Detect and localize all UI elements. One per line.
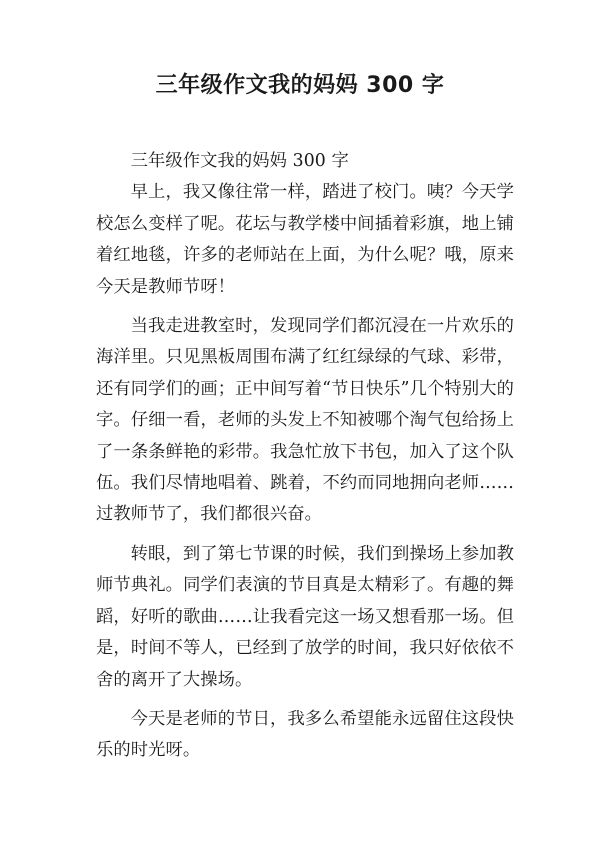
paragraph-4: 今天是老师的节日，我多么希望能永远留住这段快乐的时光呀。 [96, 708, 514, 761]
paragraph-3: 转眼，到了第七节课的时候，我们到操场上参加教师节典礼。同学们表演的节目真是太精彩了。有趣的舞蹈，好听的歌曲……让我看完这一场又想看那一场。但是，时间不等人，已经到了放学的时间，我只好依依不舍的离开了大操场。 [96, 543, 514, 690]
page-title: 三年级作文我的妈妈 300 字 [155, 73, 445, 98]
paragraph-2: 当我走进教室时，发现同学们都沉浸在一片欢乐的海洋里。只见黑板周围布满了红红绿绿的气球、彩带，还有同学们的画；正中间写着“节日快乐”几个特别大的字。仔细一看，老师的头发上不知被哪个淘气包给扬上了一条条鲜艳的彩带。我急忙放下书包，加入了这个队伍。我们尽情地唱着、跳着，不约而同地拥向老师……过教师节了，我们都很兴奋。 [96, 316, 514, 525]
article-subtitle: 三年级作文我的妈妈 300 字 [130, 151, 349, 171]
article-body [96, 146, 514, 767]
paragraph-1: 早上，我又像往常一样，踏进了校门。咦？今天学校怎么变样了呢。花坛与教学楼中间插着彩旗，地上铺着红地毯，许多的老师站在上面，为什么呢？哦，原来今天是教师节呀！ [96, 182, 514, 297]
